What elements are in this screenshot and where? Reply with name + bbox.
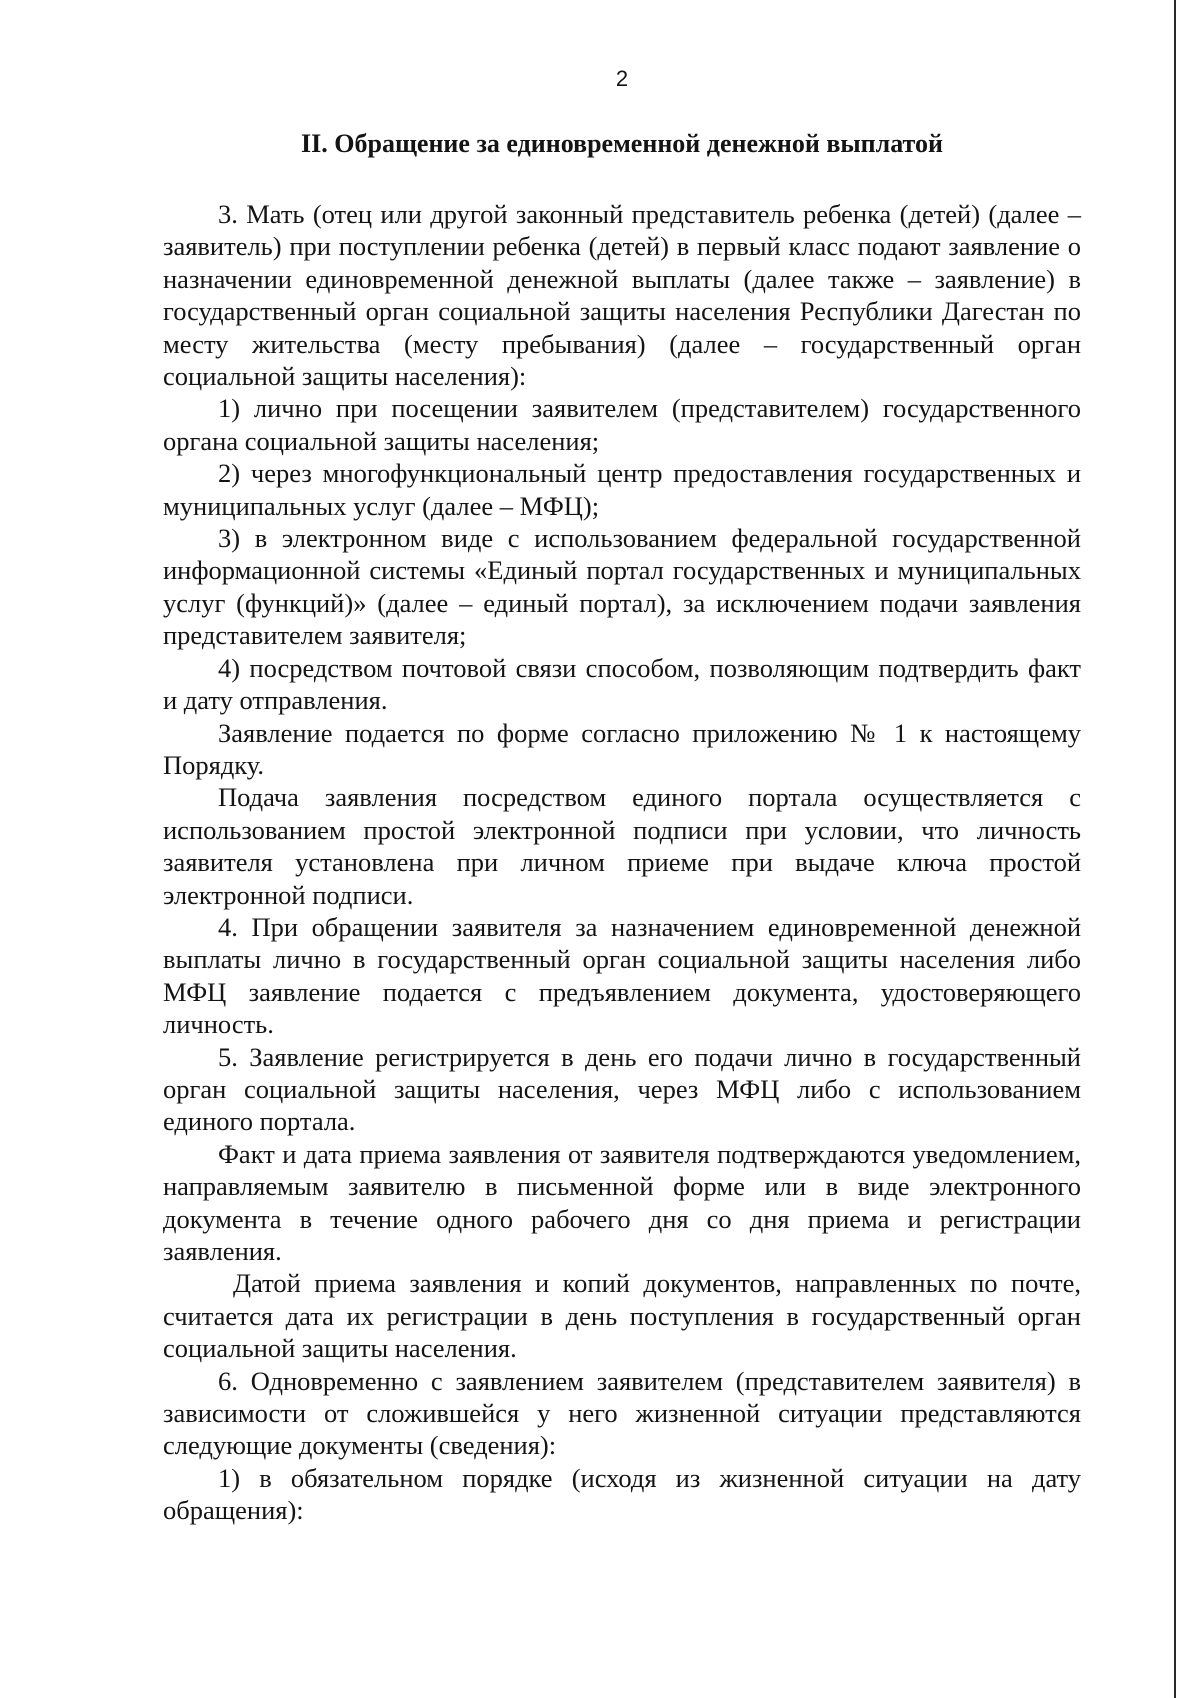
list-item-6-1: 1) в обязательном порядке (исходя из жизненной ситуации на дату обращения): xyxy=(163,1462,1081,1526)
paragraph-3: 3. Мать (отец или другой законный представитель ребенка (детей) (далее – заявитель) при поступлении ребенка (детей) в первый класс подают заявление о назначении единовременной денежной выплаты (далее также – заявление) в государственный орган социальной защиты населения Республики Дагестан по месту жительства (месту пребывания) (далее – государственный орган социальной защиты населения): xyxy=(163,199,1081,392)
list-item-3: 3) в электронном виде с использованием федеральной государственной информационной системы «Единый портал государственных и муниципальных услуг (функций)» (далее – единый портал), за исключением подачи заявления представителем заявителя; xyxy=(163,523,1081,651)
paragraph-6: 6. Одновременно с заявлением заявителем (представителем заявителя) в зависимости от сложившейся у него жизненной ситуации представляются следующие документы (сведения): xyxy=(163,1365,1081,1461)
paragraph-postal-date: Датой приема заявления и копий документов, направленных по почте, считается дата их регистрации в день поступления в государственный орган социальной защиты населения. xyxy=(163,1268,1081,1364)
page-number: 2 xyxy=(615,66,629,91)
paragraph-form: Заявление подается по форме согласно приложению № 1 к настоящему Порядку. xyxy=(163,717,1081,780)
paragraph-5: 5. Заявление регистрируется в день его подачи лично в государственный орган социальной защиты населения, через МФЦ либо с использованием единого портала. xyxy=(163,1041,1081,1137)
document-body xyxy=(163,198,1081,1527)
list-item-4: 4) посредством почтовой связи способом, позволяющим подтвердить факт и дату отправления. xyxy=(163,652,1081,716)
paragraph-portal-signature: Подача заявления посредством единого портала осуществляется с использованием простой электронной подписи при условии, что личность заявителя установлена при личном приеме при выдаче ключа простой электронной подписи. xyxy=(163,782,1081,910)
list-item-2: 2) через многофункциональный центр предоставления государственных и муниципальных услуг (далее – МФЦ); xyxy=(163,458,1081,521)
scan-edge-line xyxy=(1174,0,1176,1698)
paragraph-4: 4. При обращении заявителя за назначением единовременной денежной выплаты лично в государственный орган социальной защиты населения либо МФЦ заявление подается с предъявлением документа, удостоверяющего личность. xyxy=(163,911,1081,1040)
section-title: II. Обращение за единовременной денежной выплатой xyxy=(301,129,943,158)
paragraph-notification: Факт и дата приема заявления от заявителя подтверждаются уведомлением, направляемым заявителю в письменной форме или в виде электронного документа в течение одного рабочего дня со дня приема и регистрации заявления. xyxy=(163,1138,1081,1266)
list-item-1: 1) лично при посещении заявителем (представителем) государственного органа социальной защиты населения; xyxy=(163,393,1081,456)
